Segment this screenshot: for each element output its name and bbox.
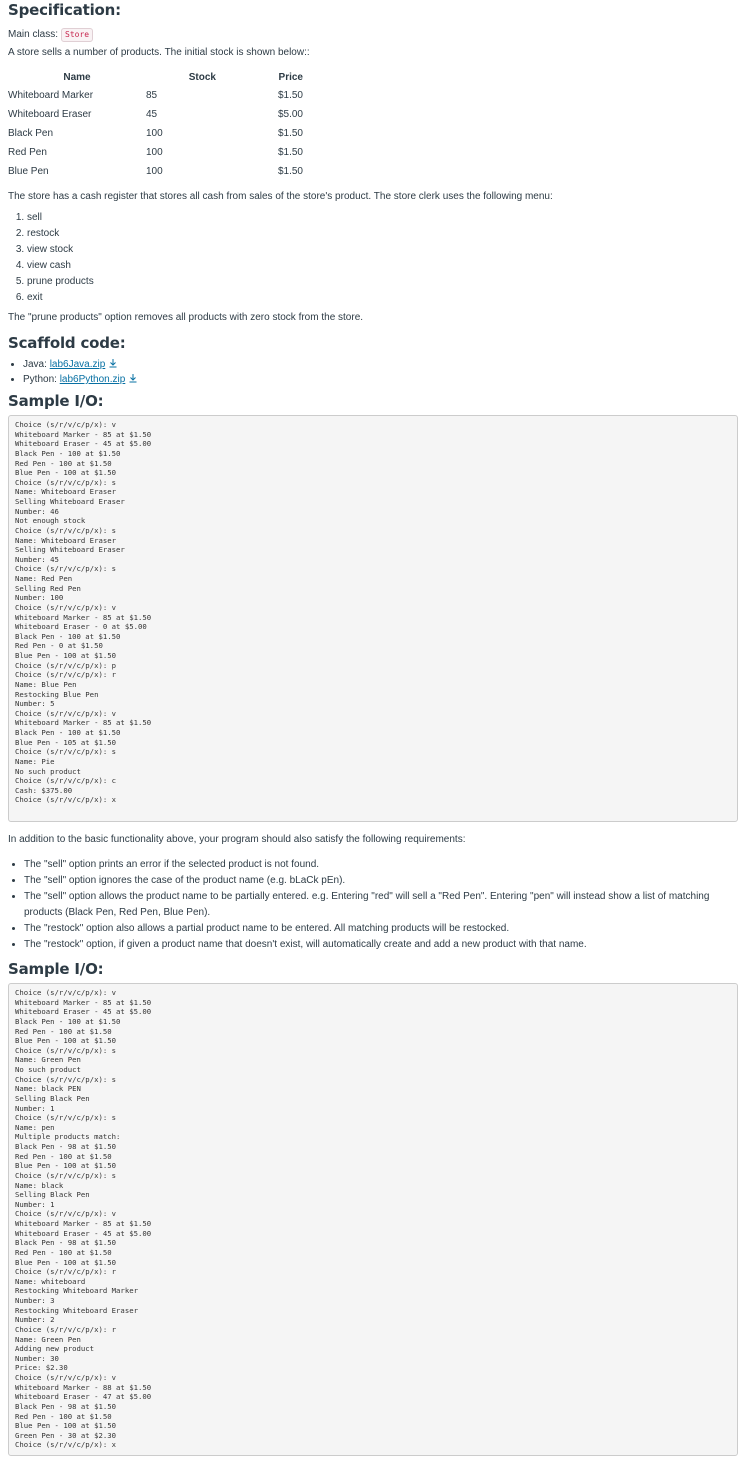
cell-price: $1.50 (277, 128, 303, 139)
requirements-list (8, 857, 738, 953)
table-header-row (8, 68, 303, 86)
cell-name: Red Pen (8, 147, 47, 158)
menu-item-view-cash: 4. view cash (27, 258, 738, 274)
column-header-price: Price (278, 71, 303, 83)
column-header-stock: Stock (188, 71, 216, 83)
download-icon[interactable] (128, 373, 138, 383)
download-icon[interactable] (108, 358, 118, 368)
list-item: • The "sell" option prints an error if the selected product is not found. (24, 857, 738, 873)
scaffold-lang-java: Java: (23, 359, 47, 370)
sample-io-block-2: Choice (s/r/v/c/p/x): v Whiteboard Marker - 85 at $1.50 Whiteboard Eraser - 45 at $5.00 Black Pen - 100 at $1.50 Red Pen - 100 at $1.50 Blue Pen - 100 at $1.50 Choice (s/r/v/c/p/x): s Name: Green Pen No such product Choice (s/r/v/c/p/x): s Name: black PEN Selling Black Pen Number: 1 Choice (s/r/v/c/p/x): s Name: pen Multiple products match: Black Pen - 98 at $1.50 Red Pen - 100 at $1.50 Blue Pen - 100 at $1.50 Choice (s/r/v/c/p/x): s Name: black Selling Black Pen Number: 1 Choice (s/r/v/c/p/x): v Whiteboard Marker - 85 at $1.50 Whiteboard Eraser - 45 at $5.00 Black Pen - 98 at $1.50 Red Pen - 100 at $1.50 Blue Pen - 100 at $1.50 Choice (s/r/v/c/p/x): r Name: whiteboard Restocking Whiteboard Marker Number: 3 Restocking Whiteboard Eraser Number: 2 Choice (s/r/v/c/p/x): r Name: Green Pen Adding new product Number: 30 Price: $2.30 Choice (s/r/v/c/p/x): v Whiteboard Marker - 88 at $1.50 Whiteboard Eraser - 47 at $5.00 Black Pen - 98 at $1.50 Red Pen - 100 at $1.50 Blue Pen - 100 at $1.50 Green Pen - 30 at $2.30 Choice (s/r/v/c/p/x): x (8, 983, 738, 1456)
table-row (8, 143, 303, 162)
additional-requirements-intro: In addition to the basic functionality above, your program should also satisfy the following requirements: (8, 834, 466, 845)
sample-io-heading-2: Sample I/O: (8, 960, 104, 978)
list-item: • The "sell" option allows the product name to be partially entered. e.g. Entering "red" will sell a "Red Pen". Entering "pen" will instead show a list of matching products (Black Pen, Red Pen, Blue Pen). (24, 889, 738, 921)
cell-price: $1.50 (277, 166, 303, 177)
table-row (8, 105, 303, 124)
scaffold-lang-python: Python: (23, 374, 57, 385)
cell-price: $1.50 (277, 147, 303, 158)
cell-name: Whiteboard Eraser (8, 109, 92, 120)
main-class-line (8, 26, 738, 43)
list-item (23, 372, 738, 387)
menu-item-restock: 2. restock (27, 226, 738, 242)
table-row (8, 162, 303, 181)
list-item (23, 357, 738, 372)
menu-item-exit: 6. exit (27, 290, 738, 306)
list-item: • The "sell" option ignores the case of the product name (e.g. bLaCk pEn). (24, 873, 738, 889)
python-zip-link[interactable]: lab6Python.zip (59, 374, 126, 385)
sample-io-heading-1: Sample I/O: (8, 392, 104, 410)
table-row (8, 124, 303, 143)
list-item: • The "restock" option also allows a partial product name to be entered. All matching products will be restocked. (24, 921, 738, 937)
list-item: • The "restock" option, if given a product name that doesn't exist, will automatically create and add a new product with that name. (24, 937, 738, 953)
specification-heading: Specification: (8, 1, 121, 19)
java-zip-link[interactable]: lab6Java.zip (49, 359, 106, 370)
intro-text: A store sells a number of products. The initial stock is shown below:: (8, 47, 310, 58)
cell-price: $1.50 (277, 90, 303, 101)
main-class-label: Main class: (8, 28, 59, 40)
menu-item-prune-products: 5. prune products (27, 274, 738, 290)
menu-item-view-stock: 3. view stock (27, 242, 738, 258)
scaffold-heading: Scaffold code: (8, 334, 126, 352)
prune-text: The "prune products" option removes all products with zero stock from the store. (8, 312, 364, 323)
register-text: The store has a cash register that stores all cash from sales of the store's product. The store clerk uses the following menu: (8, 191, 553, 202)
cell-price: $5.00 (277, 109, 303, 120)
cell-stock: 85 (146, 90, 158, 101)
initial-stock-table (8, 68, 303, 181)
main-class-code: Store (61, 28, 93, 42)
cell-stock: 100 (146, 147, 163, 158)
cell-stock: 100 (146, 128, 163, 139)
cell-name: Black Pen (8, 128, 54, 139)
column-header-name: Name (63, 71, 91, 83)
scaffold-list (8, 357, 738, 387)
cell-stock: 45 (146, 109, 158, 120)
cell-name: Whiteboard Marker (8, 90, 94, 101)
sample-io-block-1: Choice (s/r/v/c/p/x): v Whiteboard Marker - 85 at $1.50 Whiteboard Eraser - 45 at $5.00 Black Pen - 100 at $1.50 Red Pen - 100 at $1.50 Blue Pen - 100 at $1.50 Choice (s/r/v/c/p/x): s Name: Whiteboard Eraser Selling Whiteboard Eraser Number: 46 Not enough stock Choice (s/r/v/c/p/x): s Name: Whiteboard Eraser Selling Whiteboard Eraser Number: 45 Choice (s/r/v/c/p/x): s Name: Red Pen Selling Red Pen Number: 100 Choice (s/r/v/c/p/x): v Whiteboard Marker - 85 at $1.50 Whiteboard Eraser - 0 at $5.00 Black Pen - 100 at $1.50 Red Pen - 0 at $1.50 Blue Pen - 100 at $1.50 Choice (s/r/v/c/p/x): p Choice (s/r/v/c/p/x): r Name: Blue Pen Restocking Blue Pen Number: 5 Choice (s/r/v/c/p/x): v Whiteboard Marker - 85 at $1.50 Black Pen - 100 at $1.50 Blue Pen - 105 at $1.50 Choice (s/r/v/c/p/x): s Name: Pie No such product Choice (s/r/v/c/p/x): c Cash: $375.00 Choice (s/r/v/c/p/x): x (8, 415, 738, 822)
cell-stock: 100 (146, 166, 163, 177)
menu-item-sell: 1. sell (27, 210, 738, 226)
cell-name: Blue Pen (8, 166, 49, 177)
menu-list (8, 210, 738, 306)
table-row (8, 86, 303, 105)
